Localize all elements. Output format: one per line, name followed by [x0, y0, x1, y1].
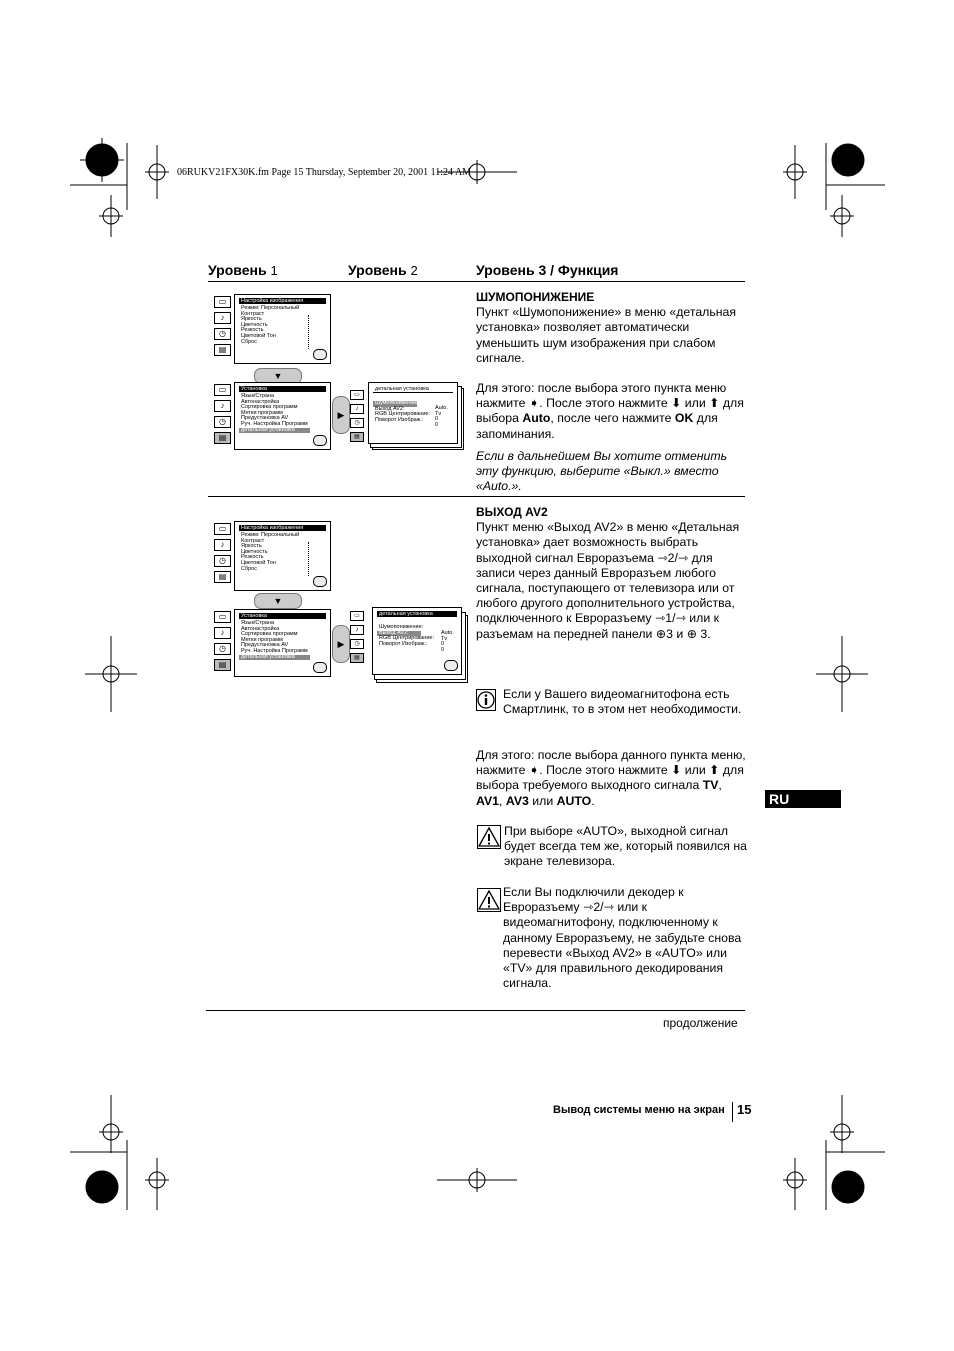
- info-icon: [476, 689, 496, 711]
- menu-item: Режим: Персональный: [241, 532, 300, 538]
- menu-item: Сброс: [241, 338, 257, 345]
- column-header-level2: Уровень 2: [348, 262, 418, 278]
- menu-side-icons: [214, 296, 231, 360]
- menu-item-selected: Выход AV2:: [377, 631, 421, 637]
- ok-icon: [313, 576, 327, 587]
- menu-item: Режим: Персональный: [241, 305, 300, 311]
- menu-item: Сортировка программ: [241, 631, 298, 638]
- menu-item: RGB Центрирование:: [375, 411, 430, 418]
- menu-item: Контраст: [241, 537, 265, 544]
- picture-icon: ▭: [214, 523, 231, 535]
- header-rule: [208, 281, 745, 282]
- menu-item: Цветовой Тон: [241, 332, 276, 339]
- detail-menu: [368, 382, 458, 444]
- menu-item: Руч. Настройка Программ: [241, 647, 308, 654]
- paragraph: Пункт «Шумопонижение» в меню «детальная установка» позволяет автоматически уменьшить шум изображения при слабом сигнале.: [476, 305, 737, 365]
- input-icon: ⊕: [686, 626, 697, 641]
- info-note: Если у Вашего видеомагнитофона есть Смартлинк, то в этом нет необходимости.: [503, 687, 742, 717]
- menu-item: RGB Центрирование:: [379, 635, 434, 642]
- registration-sunburst-icon: [826, 143, 885, 210]
- menu-title: Установка: [239, 613, 326, 619]
- warning-icon: [477, 888, 501, 912]
- timer-icon: ◷: [214, 328, 231, 340]
- section-title: ВЫХОД AV2: [476, 505, 548, 519]
- setup-icon: ▤: [214, 432, 231, 444]
- menu-item: Автонастройка: [241, 625, 280, 632]
- warning-note: При выборе «AUTO», выходной сигнал будет всегда тем же, который появился на экране телевизора.: [504, 824, 747, 869]
- paragraph: Пункт меню «Выход AV2» в меню «Детальная установка» дает возможность выбрать выходной сигнал Евроразъема ⇾2/⇾ для записи через данный Евроразъем любого сигнала, поступающего от телевизора или от любого другого дополнительного устройства, подключенного к Евроразъему ⇾1/⇾ или к разъемам на передней панели ⊕3 и ⊕ 3.: [476, 520, 740, 641]
- menu-item: Предустановка AV: [241, 415, 289, 422]
- column-header-level1: Уровень 1: [208, 262, 278, 278]
- menu-item: Шумопонижение:: [379, 624, 424, 630]
- footer-title: Вывод системы меню на экран: [553, 1104, 725, 1116]
- timer-icon: ◷: [214, 643, 231, 655]
- arrow-down-icon: ▼: [254, 593, 302, 609]
- warning-icon: [477, 825, 501, 849]
- sound-icon: ♪: [214, 539, 231, 551]
- arrow-right-icon: ▶: [332, 625, 350, 663]
- menu-item: Руч. Настройка Программ: [241, 420, 308, 427]
- sound-icon: ♪: [214, 312, 231, 324]
- continue-label: продолжение: [663, 1016, 738, 1030]
- sound-icon: ♪: [214, 627, 231, 639]
- page-number: 15: [737, 1102, 752, 1117]
- picture-icon: ▭: [214, 296, 231, 308]
- detail-menu: [372, 607, 462, 675]
- menu-title: Установка: [239, 386, 326, 392]
- menu-item-selected: детальная установка: [239, 428, 310, 434]
- menu-item: Метки программ: [241, 636, 283, 643]
- menu-item: Язык/Страна: [241, 620, 275, 626]
- footer-divider: [732, 1102, 733, 1122]
- menu-item: Предустановка AV: [241, 642, 289, 649]
- section-rule: [208, 496, 745, 497]
- picture-menu: [234, 294, 331, 364]
- setup-icon: ▤: [214, 659, 231, 671]
- menu-item: Резкость: [241, 327, 264, 334]
- picture-icon: ▭: [214, 384, 231, 396]
- arrow-down-icon: ⬇: [671, 396, 682, 411]
- sound-icon: ♪: [214, 400, 231, 412]
- arrow-right-icon: ▶: [332, 396, 350, 434]
- menu-title: Настройка изображения: [239, 298, 326, 304]
- menu-item: Выход AV2:: [375, 405, 405, 412]
- setup-menu: [234, 609, 331, 677]
- scart-out-icon: ⇾: [603, 900, 614, 915]
- menu-title: детальная установка: [377, 611, 457, 617]
- registration-sunburst-icon: [70, 138, 127, 210]
- menu-item: Язык/Страна: [241, 393, 275, 399]
- scart-in-icon: ⇾: [657, 550, 668, 565]
- picture-icon: ▭: [214, 611, 231, 623]
- paragraph: Для этого: после выбора этого пункта меню нажмите ➧. После этого нажмите ⬇ или ⬆ для выбора Auto, после чего нажмите OK для запоминания.: [476, 381, 744, 441]
- menu-item: Сортировка программ: [241, 404, 298, 411]
- arrow-down-icon: ⬇: [671, 763, 682, 778]
- ok-icon: [313, 435, 327, 446]
- section-av2-output: [476, 505, 748, 642]
- menu-side-icons: [214, 611, 231, 675]
- menu-illustration-1: [214, 294, 464, 454]
- ok-icon: [313, 349, 327, 360]
- menu-side-icons: [214, 384, 231, 448]
- arrow-up-icon: ⬆: [709, 396, 720, 411]
- section-title: ШУМОПОНИЖЕНИЕ: [476, 290, 595, 304]
- picture-menu: [234, 521, 331, 591]
- menu-item: Поворот Изображ.:: [375, 416, 424, 423]
- arrow-up-icon: ⬆: [709, 763, 720, 778]
- registration-sunburst-icon: [70, 1140, 127, 1210]
- setup-menu: [234, 382, 331, 450]
- ok-icon: [444, 660, 458, 671]
- ok-icon: [313, 662, 327, 673]
- detail-values: Auto. Tv 0 0: [441, 630, 454, 653]
- menu-item: Сброс: [241, 565, 257, 572]
- registration-sunburst-icon: [826, 1140, 885, 1210]
- section-noise-reduction: [476, 290, 748, 494]
- language-tab: RU: [765, 790, 841, 808]
- scart-in-icon: ⇾: [583, 900, 594, 915]
- menu-item-selected: детальная установка: [239, 655, 310, 661]
- menu-side-icons: [214, 523, 231, 587]
- warning-note: Если Вы подключили декодер к Евроразъему ⇾2/⇾ или к видеомагнитофону, подключенному к данному Евроразъему, не забудьте снова перевести «Выход AV2» в «AUTO» или «TV» для правильного декодирования сигнала.: [503, 885, 742, 991]
- timer-icon: ◷: [214, 416, 231, 428]
- menu-item: Цветность: [241, 548, 268, 555]
- scart-out-icon: ⇾: [677, 550, 689, 565]
- arrow-down-icon: ▼: [254, 368, 302, 384]
- menu-item: Метки программ: [241, 409, 283, 416]
- scart-out-icon: ⇾: [675, 611, 686, 626]
- menu-item: Автонастройка: [241, 398, 280, 405]
- side-icons-small: ▭ ♪ ◷ ▤: [350, 611, 370, 661]
- menu-item: Цветовой Тон: [241, 559, 276, 566]
- bottom-rule: [206, 1010, 745, 1011]
- side-icons-small: ▭ ♪ ◷ ▤: [350, 390, 370, 440]
- menu-illustration-2: [214, 521, 468, 681]
- menu-item: Яркость: [241, 543, 262, 550]
- arrow-right-icon: ➧: [528, 763, 540, 778]
- input-icon: ⊕: [655, 626, 667, 641]
- menu-title: детальная установка: [373, 386, 453, 393]
- paragraph-italic: Если в дальнейшем Вы хотите отменить эту функцию, выберите «Выкл.» вместо «Auto.».: [476, 448, 728, 494]
- setup-icon: ▤: [214, 571, 231, 583]
- column-header-level3: Уровень 3 / Функция: [476, 262, 619, 278]
- setup-icon: ▤: [214, 344, 231, 356]
- menu-item: Поворот Изображ.:: [379, 640, 428, 647]
- file-header-line: 06RUKV21FX30K.fm Page 15 Thursday, September 20, 2001 11:24 AM: [177, 167, 472, 178]
- menu-item-selected: Шумопонижение:: [375, 400, 420, 406]
- detail-values: Auto. Tv 0 0: [435, 405, 448, 428]
- arrow-right-icon: ➧: [528, 396, 540, 411]
- scart-in-icon: ⇾: [654, 611, 666, 626]
- menu-item: Контраст: [241, 310, 265, 317]
- menu-item: Яркость: [241, 316, 262, 323]
- timer-icon: ◷: [214, 555, 231, 567]
- menu-item: Резкость: [241, 554, 264, 561]
- menu-title: Настройка изображения: [239, 525, 326, 531]
- menu-item: Цветность: [241, 321, 268, 328]
- paragraph: Для этого: после выбора данного пункта меню, нажмите ➧. После этого нажмите ⬇ или ⬆ для выбора требуемого выходного сигнала TV, AV1, AV3 или AUTO.: [476, 748, 746, 808]
